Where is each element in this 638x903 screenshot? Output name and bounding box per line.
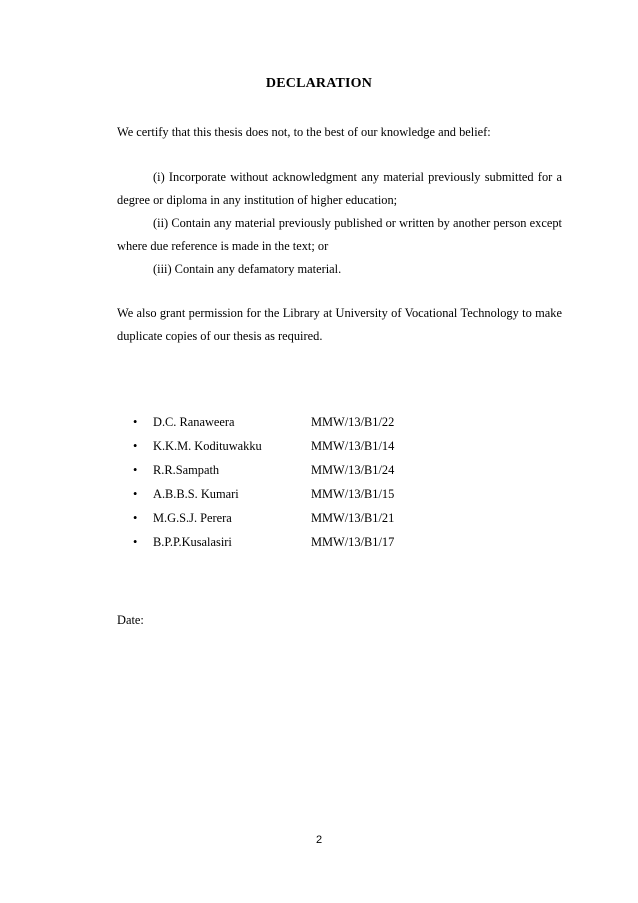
member-row: [117, 458, 537, 482]
declaration-items: [117, 166, 562, 281]
declaration-item-3: (iii) Contain any defamatory material.: [153, 262, 342, 276]
declaration-item-2: (ii) Contain any material previously published or written by another person except where due reference is made in the text; or: [117, 216, 562, 253]
member-list: [117, 410, 537, 554]
declaration-item-1: (i) Incorporate without acknowledgment any material previously submitted for a degree or diploma in any institution of higher education;: [117, 170, 562, 207]
member-name: D.C. Ranaweera: [153, 415, 235, 429]
member-id: MMW/13/B1/24: [311, 463, 395, 477]
bullet-icon: •: [133, 535, 138, 549]
member-row: [117, 410, 537, 434]
member-row: [117, 530, 537, 554]
member-name: M.G.S.J. Perera: [153, 511, 232, 525]
page-number: 2: [315, 834, 323, 846]
bullet-icon: •: [133, 439, 138, 453]
page-title: DECLARATION: [265, 76, 373, 91]
member-row: [117, 482, 537, 506]
member-row: [117, 434, 537, 458]
member-id: MMW/13/B1/22: [311, 415, 395, 429]
member-id: MMW/13/B1/15: [311, 487, 395, 501]
member-name: B.P.P.Kusalasiri: [153, 535, 232, 549]
member-id: MMW/13/B1/21: [311, 511, 395, 525]
bullet-icon: •: [133, 511, 138, 525]
permission-text: We also grant permission for the Library at University of Vocational Technology to make duplicate copies of our thesis as required.: [117, 306, 562, 343]
bullet-icon: •: [133, 487, 138, 501]
member-id: MMW/13/B1/14: [311, 439, 395, 453]
bullet-icon: •: [133, 415, 138, 429]
intro-text: We certify that this thesis does not, to the best of our knowledge and belief:: [117, 125, 491, 139]
member-name: A.B.B.S. Kumari: [153, 487, 239, 501]
member-id: MMW/13/B1/17: [311, 535, 395, 549]
member-name: R.R.Sampath: [153, 463, 220, 477]
bullet-icon: •: [133, 463, 138, 477]
member-name: K.K.M. Kodituwakku: [153, 439, 262, 453]
member-row: [117, 506, 537, 530]
date-label: Date:: [117, 613, 144, 627]
